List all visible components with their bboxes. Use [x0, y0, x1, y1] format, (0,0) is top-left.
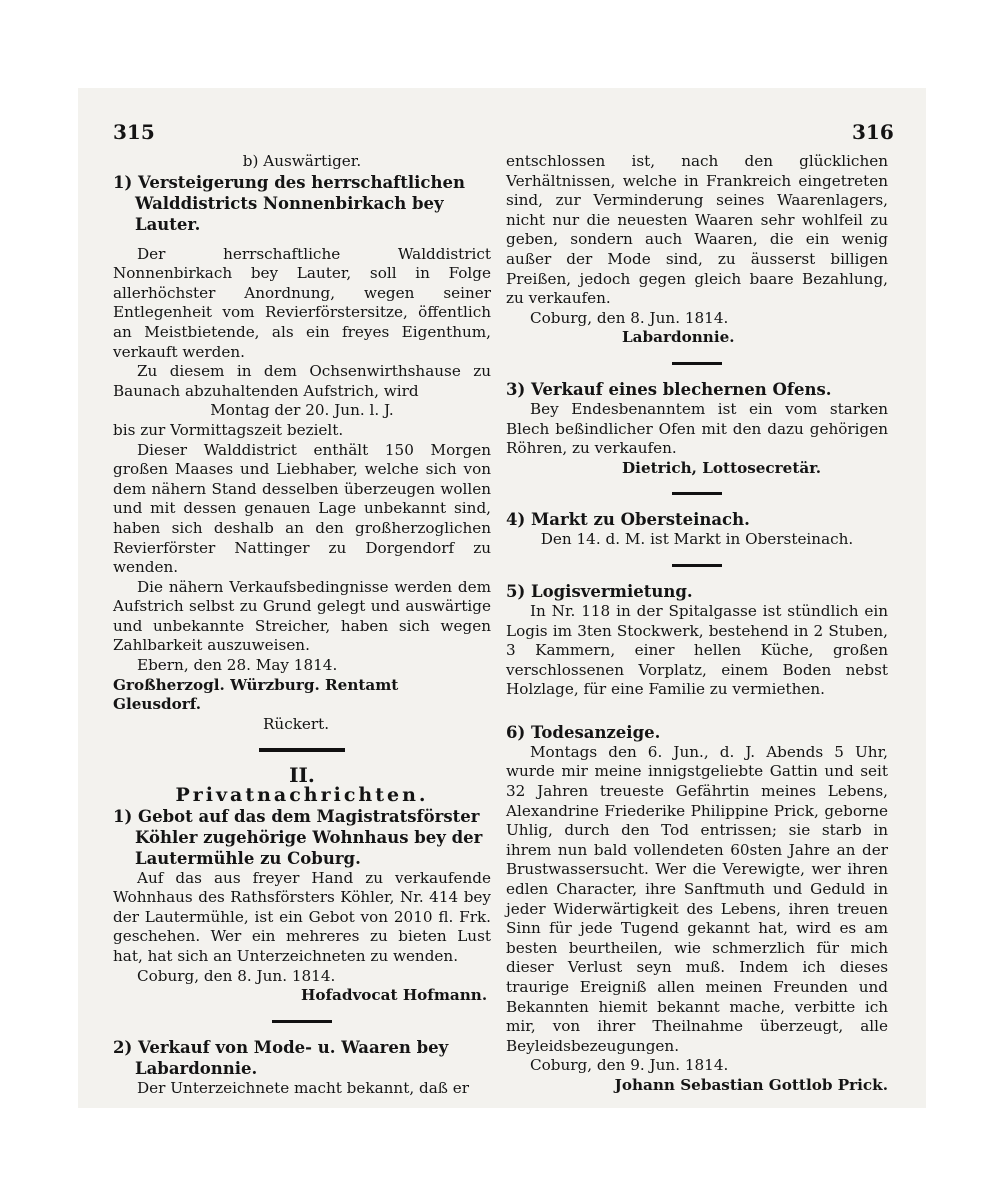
- private-2-place-date: Coburg, den 8. Jun. 1814.: [530, 308, 729, 327]
- private-3-signature: Dietrich, Lottosecretär.: [622, 458, 822, 477]
- separator-rule: [672, 492, 722, 495]
- notice-1-paragraph-4: Dieser Walddistrict enthält 150 Morgen großen Maases und Liebhaber, welche sich von dem nähern Stand desselben überzeugen wollen und mit dessen genauen Lage unbekannt sind, haben sich deshalb an den großherzoglichen Revierförster Nattinger zu Dorgendorf zu wenden.: [113, 440, 491, 577]
- section-roman-numeral: II.: [289, 763, 315, 788]
- private-4-title: 4) Markt zu Obersteinach.: [506, 510, 750, 530]
- private-3-title: 3) Verkauf eines blechernen Ofens.: [506, 379, 832, 399]
- left-column: [113, 152, 491, 1098]
- page-number-left: 315: [113, 120, 155, 144]
- separator-rule: [272, 1020, 332, 1023]
- separator-rule: [672, 362, 722, 365]
- private-6-title: 6) Todesanzeige.: [506, 722, 661, 742]
- private-6-place-date: Coburg, den 9. Jun. 1814.: [530, 1056, 729, 1075]
- separator-rule: [672, 564, 722, 567]
- notice-1-paragraph-5: Die nähern Verkaufsbedingnisse werden dem Aufstrich selbst zu Grund gelegt und auswärtige und unbekannte Streicher, haben sich wegen Zahlbarkeit auszuweisen.: [113, 577, 491, 655]
- notice-1-paragraph-3: bis zur Vormittagszeit bezielt.: [113, 420, 344, 439]
- right-column: [506, 152, 888, 1096]
- private-1-place-date: Coburg, den 8. Jun. 1814.: [137, 966, 336, 985]
- notice-1-paragraph-2: Zu diesem in dem Ochsenwirthshause zu Baunach abzuhaltenden Aufstrich, wird: [113, 362, 491, 400]
- private-2-signature: Labardonnie.: [622, 328, 735, 347]
- page-number-right: 316: [852, 120, 894, 144]
- private-5-text: In Nr. 118 in der Spitalgasse ist stündlich ein Logis im 3ten Stockwerk, bestehend in 2 Stuben, 3 Kammern, einer hellen Küche, großen verschlossenen Vorplatz, einem Boden nebst Holzlage, für eine Familie zu vermiethen.: [506, 601, 888, 699]
- private-4-text: Den 14. d. M. ist Markt in Obersteinach.: [540, 530, 854, 549]
- private-2-title: 2) Verkauf von Mode- u. Waaren bey Labardonnie.: [113, 1037, 449, 1078]
- notice-1-signature-office: Großherzogl. Würzburg. Rentamt Gleusdorf.: [113, 675, 399, 714]
- private-6-signature: Johann Sebastian Gottlob Prick.: [614, 1075, 888, 1094]
- private-1-signature: Hofadvocat Hofmann.: [301, 986, 488, 1005]
- section-heading-privatnachrichten: Privatnachrichten.: [175, 784, 429, 807]
- section-heading-auswaertiger: b) Auswärtiger.: [242, 152, 362, 170]
- notice-1-paragraph-1: Der herrschaftliche Walddistrict Nonnenbirkach bey Lauter, soll in Folge allerhöchster Anordnung, wegen seiner Entlegenheit vom Revierförstersitze, öffentlich an Meistbietende, als ein freyes Eigenthum, verkauft werden.: [113, 244, 491, 361]
- private-1-text: Auf das aus freyer Hand zu verkaufende Wohnhaus des Rathsförsters Köhler, Nr. 414 bey der Lautermühle, ist ein Gebot von 2010 fl. Frk. geschehen. Wer ein mehreres zu bieten Lust hat, hat sich an Unterzeichneten zu wenden.: [113, 868, 491, 965]
- private-6-text: Montags den 6. Jun., d. J. Abends 5 Uhr, wurde mir meine innigstgeliebte Gattin und seit 32 Jahren treueste Gefährtin meines Lebens, Alexandrine Friederike Philippine Prick, geborne Uhlig, durch den Tod entrissen; sie starb in ihrem nun bald vollendeten 60sten Jahre an der Brustwassersucht. Wer die Verewigte, wer ihren edlen Character, ihre Sanftmuth und Geduld in jeder Widerwärtigkeit des Lebens, ihren treuen Sinn für jede Tugend gekannt hat, wird es am besten beurtheilen, wie schmerzlich für mich dieser Verlust seyn muß. Indem ich dieses traurige Ereigniß allen meinen Freunden und Bekannten hiemit bekannt mache, verbitte ich mir, von ihrer Theilnahme überzeugt, alle Beyleidsbezeugungen.: [506, 742, 888, 1055]
- private-2-text: Der Unterzeichnete macht bekannt, daß er: [137, 1078, 469, 1097]
- private-5-title: 5) Logisvermietung.: [506, 581, 693, 601]
- notice-1-signature-name: Rückert.: [263, 714, 330, 733]
- notice-1-place-date: Ebern, den 28. May 1814.: [137, 656, 338, 675]
- notice-1-date: Montag der 20. Jun. l. J.: [210, 401, 394, 420]
- private-1-title: 1) Gebot auf das dem Magistratsförster Köhler zugehörige Wohnhaus bey der Lautermühle zu Coburg.: [113, 806, 483, 868]
- private-3-text: Bey Endesbenanntem ist ein vom starken Blech beßindlicher Ofen mit den dazu gehörigen Röhren, zu verkaufen.: [506, 399, 888, 458]
- notice-1-title: 1) Versteigerung des herrschaftlichen Walddistricts Nonnenbirkach bey Lauter.: [113, 172, 465, 234]
- separator-rule: [259, 748, 345, 752]
- private-2-continued: entschlossen ist, nach den glücklichen Verhältnissen, welche in Frankreich eingetreten sind, zur Verminderung seines Waarenlagers, nicht nur die neuesten Waaren sehr wohlfeil zu geben, sondern auch Waaren, die ein wenig außer der Mode sind, zu äusserst billigen Preißen, jedoch gegen gleich baare Bezahlung, zu verkaufen.: [506, 152, 888, 308]
